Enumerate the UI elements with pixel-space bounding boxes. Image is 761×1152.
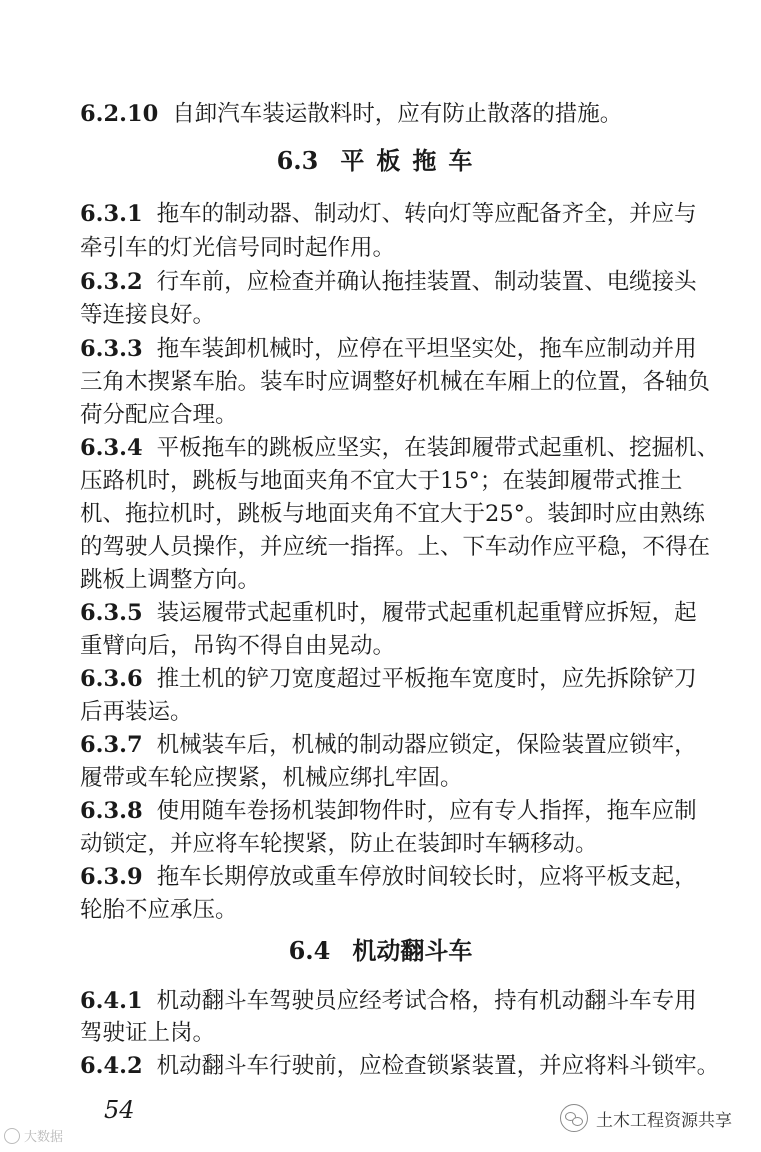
clause-text: 的驾驶人员操作，并应统一指挥。上、下车动作应平稳，不得在 — [80, 534, 711, 560]
watermark-left-text: 大数据 — [24, 1130, 64, 1145]
clause-number: 6.3.5 — [80, 600, 143, 626]
clause-text: 机、拖拉机时，跳板与地面夹角不宜大于25°。装卸时应由熟练 — [80, 501, 705, 527]
clause-6-4-2 — [80, 1051, 719, 1081]
clause-text: 拖车的制动器、制动灯、转向灯等应配备齐全，并应与 — [156, 201, 697, 227]
clause-continuation — [80, 466, 682, 496]
wechat-icon — [560, 1104, 588, 1132]
clause-number: 6.2.10 — [80, 101, 159, 127]
clause-text: 荷分配应合理。 — [80, 402, 238, 428]
clause-continuation — [80, 367, 710, 397]
clause-6-3-7 — [80, 730, 697, 760]
watermark-logo-icon — [4, 1128, 20, 1144]
clause-text: 拖车长期停放或重车停放时间较长时，应将平板支起， — [156, 864, 697, 890]
clause-text: 后再装运。 — [80, 699, 193, 725]
clause-continuation — [80, 565, 260, 595]
clause-6-3-9 — [80, 862, 697, 892]
clause-text: 等连接良好。 — [80, 302, 216, 328]
section-number: 6.4 — [288, 936, 331, 965]
clause-6-4-1 — [80, 986, 697, 1016]
clause-continuation — [80, 697, 193, 727]
clause-text: 三角木揳紧车胎。装车时应调整好机械在车厢上的位置，各轴负 — [80, 369, 711, 395]
clause-6-3-4 — [80, 433, 719, 463]
section-heading-6-4 — [0, 936, 761, 966]
section-title: 机动翻斗车 — [352, 936, 473, 965]
watermark-right — [560, 1104, 732, 1132]
clause-number: 6.3.8 — [80, 798, 143, 824]
clause-6-2-10 — [80, 99, 622, 129]
clause-text: 推土机的铲刀宽度超过平板拖车宽度时，应先拆除铲刀 — [156, 666, 697, 692]
clause-number: 6.3.3 — [80, 336, 143, 362]
clause-continuation — [80, 829, 598, 859]
clause-6-3-6 — [80, 664, 697, 694]
clause-text: 驾驶证上岗。 — [80, 1020, 216, 1046]
clause-continuation — [80, 233, 395, 263]
clause-number: 6.3.9 — [80, 864, 143, 890]
clause-number: 6.3.7 — [80, 732, 143, 758]
watermark-right-text: 土木工程资源共享 — [596, 1110, 732, 1131]
clause-text: 动锁定，并应将车轮揳紧，防止在装卸时车辆移动。 — [80, 831, 598, 857]
clause-number: 6.3.4 — [80, 435, 143, 461]
clause-number: 6.3.6 — [80, 666, 143, 692]
page-number: 54 — [104, 1096, 135, 1124]
clause-number: 6.4.2 — [80, 1053, 143, 1079]
section-heading-6-3 — [0, 146, 761, 176]
clause-continuation — [80, 1018, 215, 1048]
clause-6-3-2 — [80, 267, 697, 297]
clause-text: 牵引车的灯光信号同时起作用。 — [80, 235, 396, 261]
clause-text: 机动翻斗车驾驶员应经考试合格，持有机动翻斗车专用 — [156, 988, 697, 1014]
clause-number: 6.3.2 — [80, 269, 143, 295]
clause-text: 拖车装卸机械时，应停在平坦坚实处，拖车应制动并用 — [156, 336, 697, 362]
clause-text: 装运履带式起重机时，履带式起重机起重臂应拆短，起 — [156, 600, 697, 626]
clause-continuation — [80, 631, 395, 661]
clause-6-3-8 — [80, 796, 697, 826]
clause-text: 跳板上调整方向。 — [80, 567, 261, 593]
clause-continuation — [80, 400, 238, 430]
clause-6-3-3 — [80, 334, 697, 364]
clause-text: 使用随车卷扬机装卸物件时，应有专人指挥，拖车应制 — [156, 798, 697, 824]
watermark-left — [4, 1126, 63, 1145]
clause-text: 压路机时，跳板与地面夹角不宜大于15°；在装卸履带式推土 — [80, 468, 683, 494]
clause-text: 平板拖车的跳板应坚实，在装卸履带式起重机、挖掘机、 — [156, 435, 720, 461]
section-title: 平板拖车 — [340, 146, 485, 175]
clause-continuation — [80, 763, 463, 793]
clause-number: 6.4.1 — [80, 988, 143, 1014]
clause-continuation — [80, 532, 710, 562]
clause-text: 机械装车后，机械的制动器应锁定，保险装置应锁牢， — [156, 732, 697, 758]
clause-number: 6.3.1 — [80, 201, 143, 227]
clause-text: 履带或车轮应揳紧，机械应绑扎牢固。 — [80, 765, 463, 791]
clause-text: 重臂向后，吊钩不得自由晃动。 — [80, 633, 396, 659]
clause-continuation — [80, 300, 215, 330]
clause-continuation — [80, 499, 705, 529]
clause-text: 机动翻斗车行驶前，应检查锁紧装置，并应将料斗锁牢。 — [156, 1053, 720, 1079]
clause-6-3-5 — [80, 598, 697, 628]
clause-text: 行车前，应检查并确认拖挂装置、制动装置、电缆接头 — [156, 269, 697, 295]
clause-text: 自卸汽车装运散料时，应有防止散落的措施。 — [172, 101, 623, 127]
clause-6-3-1 — [80, 199, 697, 229]
section-number: 6.3 — [276, 146, 319, 175]
clause-continuation — [80, 895, 238, 925]
clause-text: 轮胎不应承压。 — [80, 897, 238, 923]
